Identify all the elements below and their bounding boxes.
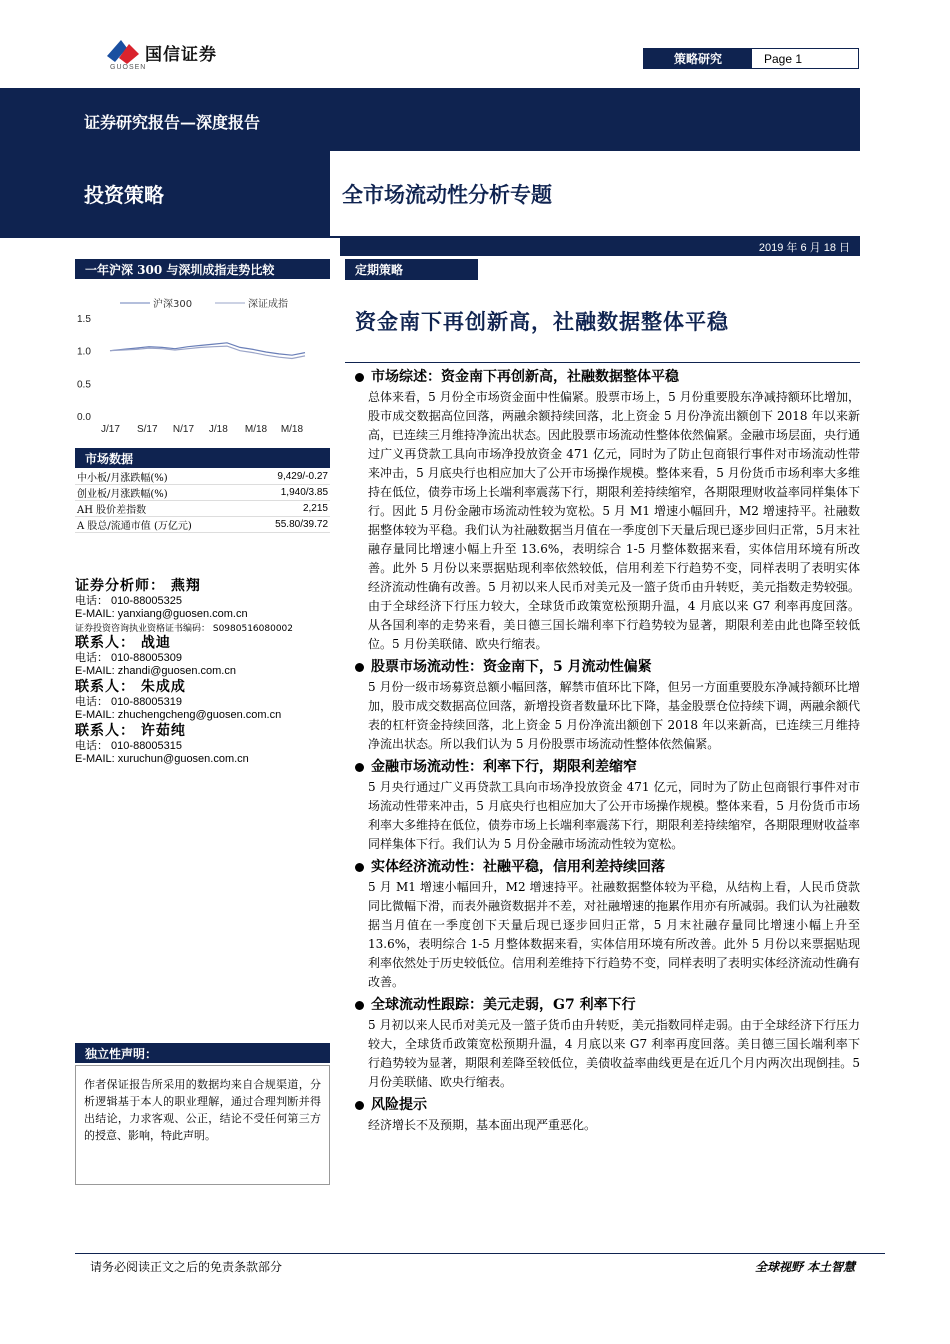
legend-label: 沪深300 [153, 299, 193, 310]
section-title: 股票市场流动性：资金南下，5 月流动性偏紧 [355, 656, 860, 678]
market-table [75, 469, 330, 533]
contact-item [75, 678, 330, 722]
market-label: 中小板/月涨跌幅(%) [77, 473, 168, 484]
contact-phone: 电话： 010-88005319 [75, 696, 183, 708]
x-tick-label: J/17 [101, 424, 120, 435]
x-tick-label: S/17 [136, 424, 158, 435]
section-title: 风险提示 [355, 1094, 860, 1116]
section-title: 市场综述：资金南下再创新高，社融数据整体平稳 [355, 366, 860, 388]
contact-item [75, 634, 330, 678]
x-tick-label: J/18 [208, 424, 228, 435]
market-value: 1,940/3.85 [280, 487, 328, 498]
title-band [0, 150, 860, 237]
market-value: 55.80/39.72 [275, 519, 328, 530]
x-tick-label: M/18 [280, 424, 304, 435]
market-row [75, 485, 330, 501]
bullet-icon [355, 663, 364, 672]
y-tick-label: 1.0 [77, 346, 91, 358]
guosen-logo-icon [105, 36, 141, 66]
main-title: 资金南下再创新高，社融数据整体平稳 [355, 309, 729, 334]
section-paragraph: 5 月初以来人民币对美元及一篮子货币由升转贬，美元指数同样走弱。由于全球经济下行压力较大，全球货币政策宽松预期升温，4 月底以来 G7 利率再度回落。美日德三国长端利率下行趋势较为显著，期限利差降至较低位，美债收益率曲线更是在近几个月内两次出现倒挂。5 月份美联储、欧央行缩表。 [368, 1018, 860, 1089]
section-paragraph: 总体来看，5 月份全市场资金面中性偏紧。股票市场上，5 月份重要股东净减持额环比增加，股市成交数据高位回落，两融余额持续回落，北上资金 5 月份净流出额创下 2018 年以来新高，已连续三月维持净流出状态。因此股票市场流动性整体依然偏紧。金融市场层面，央行通过广义再贷款工具向市场净投放资金 471 亿元，同时为了防止包商银行事件对市场流动性带来冲击，5 月底央行也相应加大了公开市场操作规模。整体来看，5 月份货币市场利率大多维持在低位，债券市场上长端利率震荡下行，期限利差持续缩窄，各期限理财收益率同样集体下行。因此 5 月份金融市场流动性较为宽松。5 月 M1 增速小幅回升，M2 增速持平。社融数据整体较为平稳。我们认为社融数据当月值在一季度创下天量后现已逐步回归正常，5月末社融存量同比增速小幅上升至 13.6%，表明综合 1-5 月整体数据来看，实体信用环境有所改善。此外 5 月份以来票据贴现利率依然较低，信用利差下行趋势不变，同样表明了表明实体经济流动性确有改善。5 月初以来人民币对美元及一篮子货币由升转贬，美元指数走势较强。由于全球经济下行压力较大，全球货币政策宽松预期升温，4 月底以来 G7 利率再度回落。从各国利率的走势来看，美日德三国长端利率下行趋势较为显著，期限利差由此也降至较低位。5 月份美联储、欧央行缩表。 [368, 390, 861, 651]
section-title: 实体经济流动性：社融平稳，信用利差持续回落 [355, 856, 860, 878]
analyst-email[interactable]: E-MAIL: yanxiang@guosen.com.cn [75, 608, 248, 620]
section-paragraph: 5 月央行通过广义再贷款工具向市场净投放资金 471 亿元，同时为了防止包商银行事件对市场流动性带来冲击，5 月底央行也相应加大了公开市场操作规模。整体来看，5 月份货币市场利率大多维持在低位，债券市场上长端利率震荡下行，期限利差持续缩窄，各期限理财收益率同样集体下行。我们认为 5 月份金融市场流动性较为宽松。 [368, 780, 861, 851]
report-date: 2019 年 6 月 18 日 [340, 238, 860, 256]
index-chart [75, 290, 330, 440]
contact-email[interactable]: E-MAIL: zhuchengcheng@guosen.com.cn [75, 709, 282, 721]
main-content [355, 366, 860, 1137]
chart-heading: 一年沪深 300 与深圳成指走势比较 [75, 259, 330, 279]
analyst-cert: 证券投资咨询执业资格证书编码： S0980516080002 [75, 624, 294, 634]
header-tag [643, 48, 859, 69]
title-rule [345, 362, 860, 363]
analyst-name: 证券分析师： 燕翔 [75, 578, 201, 594]
decl-heading: 独立性声明： [75, 1043, 330, 1063]
section-paragraph: 经济增长不及预期，基本面出现严重恶化。 [368, 1118, 597, 1132]
market-value: 2,215 [302, 503, 328, 514]
page-label: Page 1 [764, 51, 803, 66]
logo-name: 国信证券 [145, 45, 217, 65]
contact-name: 联系人： 朱成成 [75, 679, 186, 695]
bullet-icon [355, 373, 364, 382]
y-tick-label: 1.5 [77, 314, 91, 325]
market-label: A 股总/流通市值 (万亿元) [77, 521, 192, 532]
report-type-band: 证券研究报告—深度报告 [0, 88, 860, 150]
bullet-icon [355, 863, 364, 872]
analyst-block [75, 577, 330, 766]
market-label: 创业板/月涨跌幅(%) [77, 489, 168, 500]
footer-slogan: 全球视野 本土智慧 [755, 1260, 856, 1274]
footer-disclaimer: 请务必阅读正文之后的免责条款部分 [90, 1260, 283, 1274]
legend-label: 深证成指 [248, 299, 288, 310]
contact-email[interactable]: E-MAIL: xuruchun@guosen.com.cn [75, 753, 249, 765]
section-title: 全球流动性跟踪：美元走弱，G7 利率下行 [355, 994, 860, 1016]
section-title: 金融市场流动性：利率下行，期限利差缩窄 [355, 756, 860, 778]
market-row [75, 469, 330, 485]
report-tag: 定期策略 [345, 259, 478, 280]
contact-name: 联系人： 战迪 [75, 635, 171, 651]
bullet-icon [355, 763, 364, 772]
contact-email[interactable]: E-MAIL: zhandi@guosen.com.cn [75, 665, 236, 677]
section-paragraph: 5 月份一级市场募资总额小幅回落，解禁市值环比下降，但另一方面重要股东净减持额环比增加，股市成交数据高位回落，新增投资者数量环比下降，基金股票仓位持续下调，两融余额代表的杠杆资金持续回落，北上资金 5 月份净流出额创下 2018 年以来新高，已连续三月维持净流出状态。所以我们认为 5 月份股票市场流动性整体依然偏紧。 [368, 680, 861, 751]
contact-name: 联系人： 许茹纯 [75, 723, 186, 739]
section-paragraph: 5 月 M1 增速小幅回升，M2 增速持平。社融数据整体较为平稳，从结构上看，人民币贷款同比微幅下滑，而表外融资数据并不差，对社融增速的拖累作用亦有所减弱。我们认为社融数据当月值在一季度创下天量后现已逐步回归正常，5 月末社融存量同比增速小幅上升至 13.6%，表明综合 1-5 月整体数据来看，实体信用环境有所改善。此外 5 月份以来票据贴现利率依然处于历史较低位。信用利差维持下行趋势不变，同样表明了表明实体经济流动性确有改善。 [368, 880, 861, 989]
x-tick-label: M/18 [244, 424, 268, 435]
analyst-phone: 电话： 010-88005325 [75, 595, 183, 607]
market-row [75, 501, 330, 517]
y-tick-label: 0.0 [77, 412, 91, 423]
bullet-icon [355, 1101, 364, 1110]
decl-text: 作者保证报告所采用的数据均来自合规渠道，分析逻辑基于本人的职业理解，通过合理判断并得出结论，力求客观、公正，结论不受任何第三方的授意、影响，特此声明。 [75, 1065, 330, 1185]
market-row [75, 517, 330, 533]
y-tick-label: 0.5 [77, 379, 91, 391]
contact-item [75, 722, 330, 766]
contact-phone: 电话： 010-88005315 [75, 740, 183, 752]
logo [105, 36, 141, 66]
bullet-icon [355, 1001, 364, 1010]
contact-phone: 电话： 010-88005309 [75, 652, 183, 664]
market-heading: 市场数据 [75, 448, 330, 468]
market-label: AH 股价差指数 [77, 505, 147, 516]
footer-rule [75, 1253, 885, 1254]
x-tick-label: N/17 [172, 424, 195, 435]
market-value: 9,429/-0.27 [277, 471, 328, 482]
chart-svg [75, 290, 330, 440]
logo-sub: GUOSEN [110, 64, 147, 71]
report-title: 全市场流动性分析专题 [330, 150, 860, 237]
category-tag: 策略研究 [644, 49, 752, 68]
section-name: 投资策略 [0, 150, 330, 237]
